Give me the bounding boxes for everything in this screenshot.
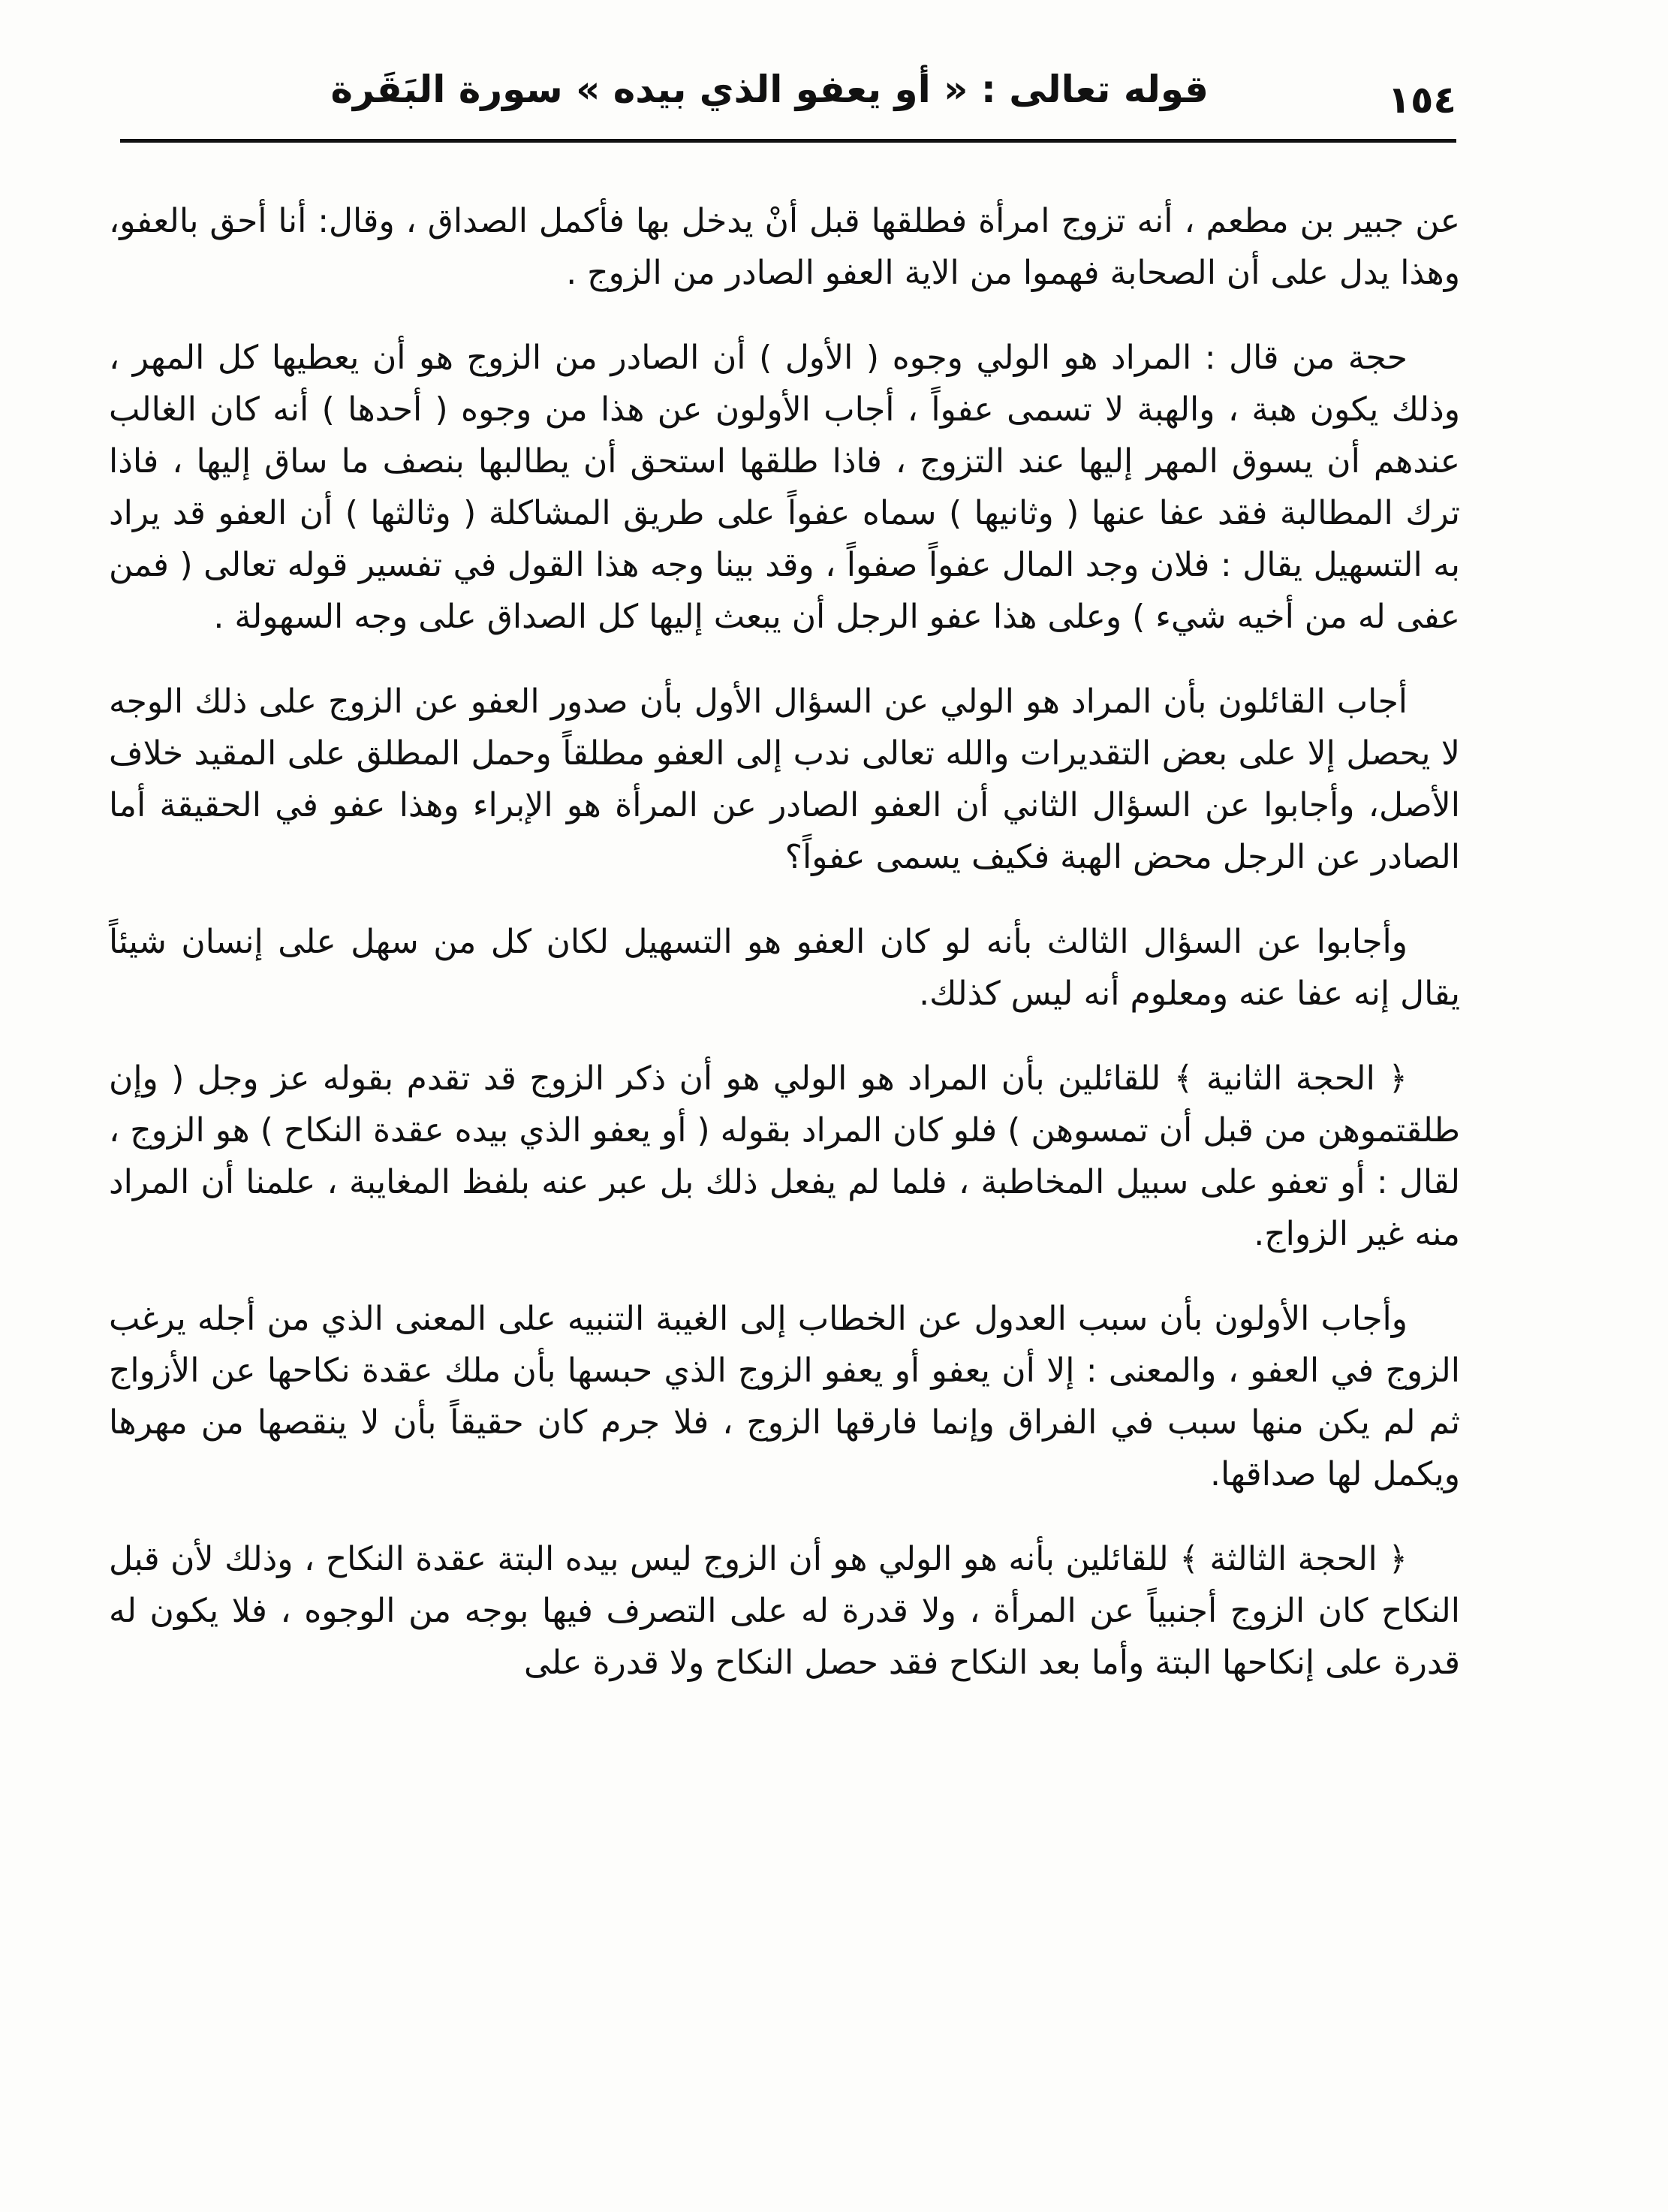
paragraph-7: ﴿ الحجة الثالثة ﴾ للقائلين بأنه هو الولي هو أن الزوج ليس بيده البتة عقدة النكاح ، وذلك لأن قبل النكاح كان الزوج أجنبياً عن المرأة ، ولا قدرة له على التصرف فيها بوجه من الوجوه ، فلا يكون له قدرة على إنكاحها البتة وأما بعد النكاح فقد حصل النكاح ولا قدرة على [109,1540,1460,1682]
paragraph-3: أجاب القائلون بأن المراد هو الولي عن السؤال الأول بأن صدور العفو عن الزوج على ذلك الوجه لا يحصل إلا على بعض التقديرات والله تعالى ندب إلى العفو مطلقاً وحمل المطلق على المقيد خلاف الأصل، وأجابوا عن السؤال الثاني أن العفو الصادر عن المرأة هو الإبراء وهذا عفو في الحقيقة أما الصادر عن الرجل محض الهبة فكيف يسمى عفواً؟ [109,683,1460,876]
page-header [120,60,1456,143]
paragraph-2: حجة من قال : المراد هو الولي وجوه ( الأول ) أن الصادر من الزوج هو أن يعطيها كل المهر ، وذلك يكون هبة ، والهبة لا تسمى عفواً ، أجاب الأولون عن هذا من وجوه ( أحدها ) أنه كان الغالب عندهم أن يسوق المهر إليها عند التزوج ، فاذا طلقها استحق أن يطالبها بنصف ما ساق إليها ، فاذا ترك المطالبة فقد عفا عنها ( وثانيها ) سماه عفواً على طريق المشاكلة ( وثالثها ) أن العفو قد يراد به التسهيل يقال : فلان وجد المال عفواً صفواً ، وقد بينا وجه هذا القول في تفسير قوله تعالى ( فمن عفى له من أخيه شيء ) وعلى هذا عفو الرجل أن يبعث إليها كل الصداق على وجه السهولة . [109,339,1460,636]
paragraph-1: عن جبير بن مطعم ، أنه تزوج امرأة فطلقها قبل أنْ يدخل بها فأكمل الصداق ، وقال: أنا أحق بالعفو، وهذا يدل على أن الصحابة فهموا من الاية العفو الصادر من الزوج . [109,202,1460,292]
running-title: قوله تعالى : « أو يعفو الذي بيده » سورة البَقَرة [330,68,1209,111]
page-number: ١٥٤ [1387,78,1456,122]
body-text [109,195,1460,1689]
paragraph-5: ﴿ الحجة الثانية ﴾ للقائلين بأن المراد هو الولي هو أن ذكر الزوج قد تقدم بقوله عز وجل ( وإن طلقتموهن من قبل أن تمسوهن ) فلو كان المراد بقوله ( أو يعفو الذي بيده عقدة النكاح ) هو الزوج ، لقال : أو تعفو على سبيل المخاطبة ، فلما لم يفعل ذلك بل عبر عنه بلفظ المغايبة ، علمنا أن المراد منه غير الزواج. [109,1059,1460,1253]
paragraph-6: وأجاب الأولون بأن سبب العدول عن الخطاب إلى الغيبة التنبيه على المعنى الذي من أجله يرغب الزوج في العفو ، والمعنى : إلا أن يعفو أو يعفو الزوج الذي حبسها بأن ملك عقدة نكاحها عن الأزواج ثم لم يكن منها سبب في الفراق وإنما فارقها الزوج ، فلا جرم كان حقيقاً بأن لا ينقصها من مهرها ويكمل لها صداقها. [109,1300,1460,1493]
header-rule [120,139,1456,143]
paragraph-4: وأجابوا عن السؤال الثالث بأنه لو كان العفو هو التسهيل لكان كل من سهل على إنسان شيئاً يقال إنه عفا عنه ومعلوم أنه ليس كذلك. [109,923,1460,1013]
